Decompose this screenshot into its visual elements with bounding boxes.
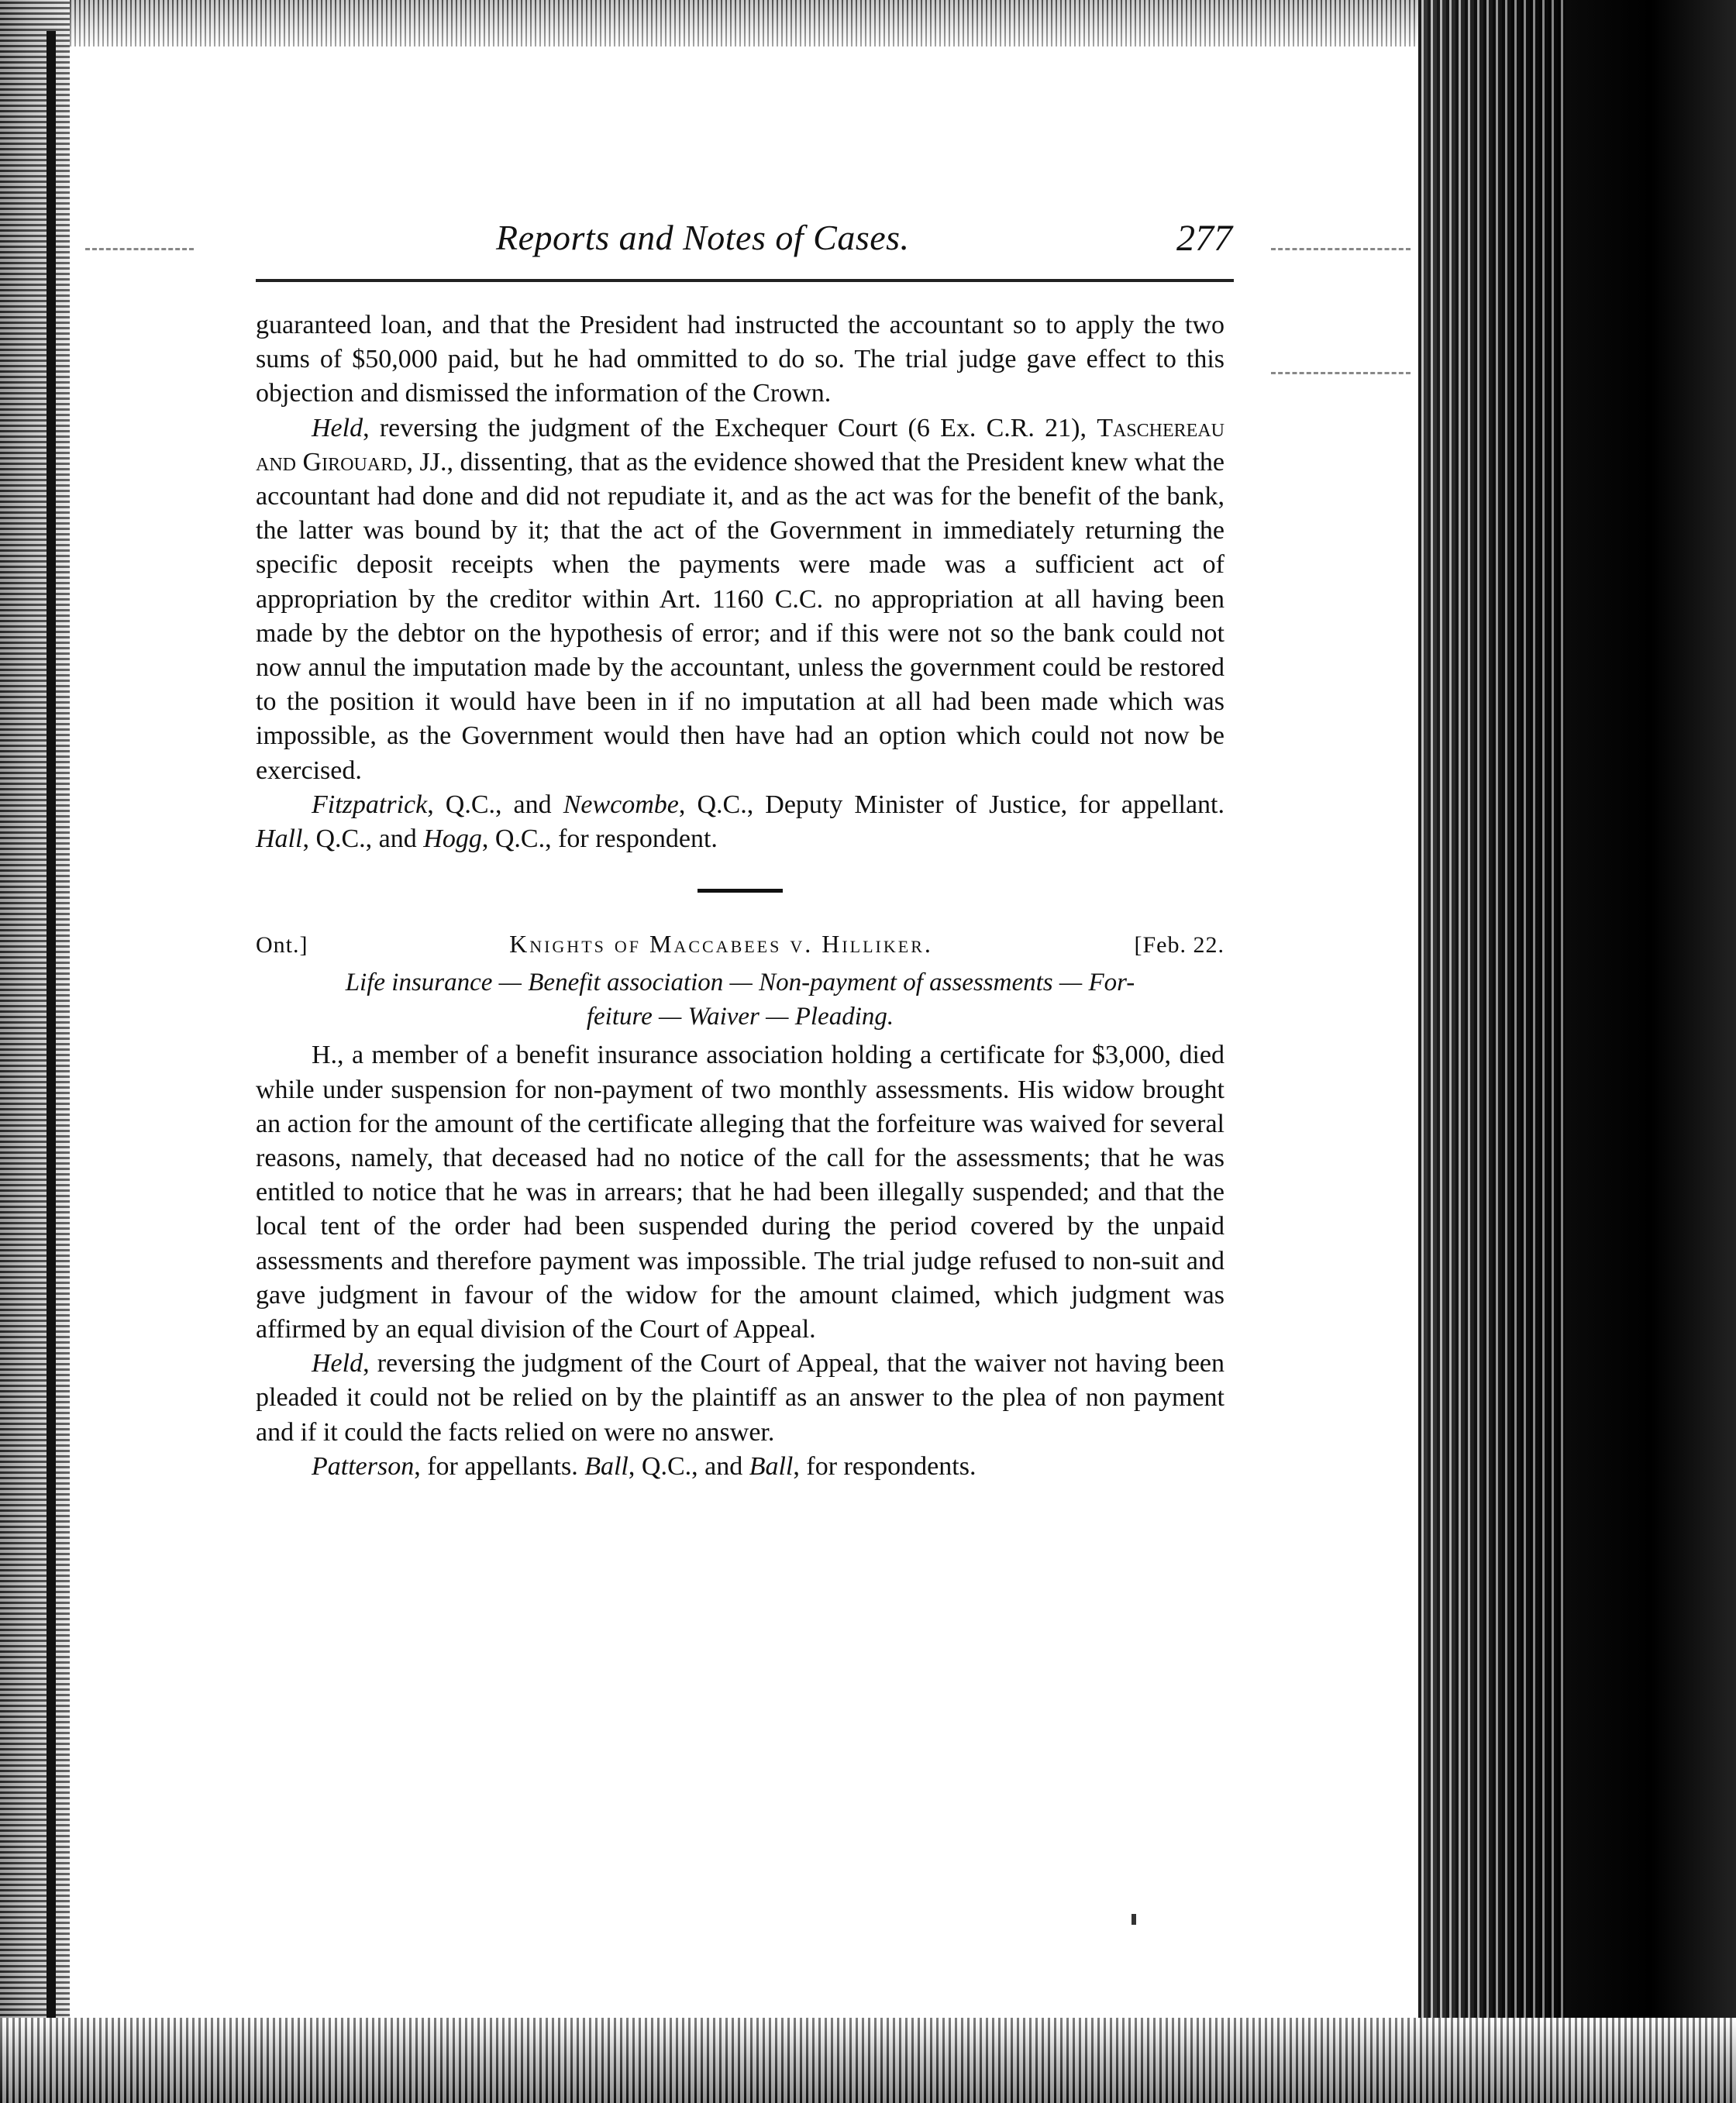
running-head xyxy=(256,217,1232,271)
counsel-name: Ball xyxy=(749,1451,794,1481)
running-head-title: Reports and Notes of Cases. xyxy=(496,218,910,257)
counsel-name: Hogg xyxy=(423,824,482,854)
headnote-line: Life insurance — Benefit association — Non-payment of assessments — For- xyxy=(345,969,1135,997)
headnote-line: feiture — Waiver — Pleading. xyxy=(586,1003,894,1031)
case2-date: [Feb. 22. xyxy=(1134,932,1224,959)
held-text-a: , reversing the judgment of the Exchequer Court (6 Ex. C.R. 21), xyxy=(363,413,1097,442)
scan-dash-line xyxy=(1271,248,1410,250)
page-number: 277 xyxy=(1176,218,1232,259)
page-body xyxy=(256,308,1224,1484)
counsel-name: Patterson xyxy=(312,1451,415,1481)
case2-heading xyxy=(256,927,1224,962)
held-text-b: , dissenting, that as the evidence showed that the President knew what the accountant had done and did not repudiate it, and as the act was for the benefit of the bank, the latter was bound by it; that the act of the Government in immediately returning the specific deposit receipts when the payments were made was a sufficient act of appropriation by the creditor within Art. 1160 C.C. no appropriation at all having been made by the debtor on the hypothesis of error; and if this were not so the bank could not now annul the imputation made by the accountant, unless the government could be restored to the position it would have been in if no imputation at all had been made which was impossible, as the Government would then have had an option which could not now be exercised. xyxy=(256,447,1224,785)
counsel-text: , for appellants. xyxy=(414,1451,585,1481)
dissenting-judges: Taschereau and Girouard, JJ. xyxy=(256,413,1224,477)
case2-court: Ont.] xyxy=(256,932,308,959)
held-label: Held xyxy=(312,413,363,442)
case1-counsel xyxy=(256,788,1224,856)
case1-held xyxy=(256,411,1224,788)
counsel-name: Fitzpatrick xyxy=(312,790,428,819)
scan-top-edge xyxy=(0,0,1472,46)
held-text: , reversing the judgment of the Court of Appeal, that the waiver not having been pleaded it could not be relied on by the plaintiff as an answer to the plea of non payment and if it could the facts relied on were no answer. xyxy=(256,1349,1224,1447)
counsel-text: , Q.C., Deputy Minister of Justice, for appellant. xyxy=(678,790,1224,819)
case1-paragraph: guaranteed loan, and that the President had instructed the accountant so to apply the two sums of $50,000 paid, but he had ommitted to do so. The trial judge gave effect to this objection and dismissed the information of the Crown. xyxy=(256,311,1224,408)
scan-right-shadow xyxy=(1566,0,1736,2103)
counsel-text: , for respondents. xyxy=(793,1451,976,1481)
scan-dash-line xyxy=(85,248,194,250)
scan-dash-line xyxy=(1271,372,1410,374)
counsel-text: , Q.C., and xyxy=(302,824,424,854)
held-label: Held xyxy=(312,1349,363,1378)
counsel-text: , Q.C., and xyxy=(427,790,563,819)
counsel-text: , Q.C., and xyxy=(628,1451,749,1481)
document-page xyxy=(256,217,1232,1481)
counsel-name: Ball xyxy=(584,1451,629,1481)
scan-bottom-edge xyxy=(0,2018,1736,2103)
scan-speck xyxy=(1132,1914,1136,1925)
case-separator xyxy=(698,889,783,893)
case2-held xyxy=(256,1347,1224,1450)
scan-left-edge xyxy=(0,0,70,2103)
counsel-text: , Q.C., for respondent. xyxy=(481,824,718,854)
counsel-name: Hall xyxy=(256,824,303,854)
header-rule xyxy=(256,279,1234,282)
case2-headnote xyxy=(256,965,1224,1034)
case2-paragraph: H., a member of a benefit insurance association holding a certificate for $3,000, died while under suspension for non-payment of two monthly assessments. His widow brought an action for the amount of the certificate alleging that the forfeiture was waived for several reasons, namely, that deceased had no notice of the call for the assessments; that he was entitled to notice that he was in arrears; that he had been illegally suspended; and that the local tent of the order had been suspended during the period covered by the unpaid assessments and therefore payment was impossible. The trial judge refused to non-suit and gave judgment in favour of the widow for the amount claimed, which judgment was affirmed by an equal division of the Court of Appeal. xyxy=(256,1041,1224,1344)
case2-title: Knights of Maccabees v. Hilliker. xyxy=(509,930,933,959)
counsel-name: Newcombe xyxy=(563,790,679,819)
case2-counsel xyxy=(256,1450,1224,1484)
scan-left-rule xyxy=(46,31,56,2061)
